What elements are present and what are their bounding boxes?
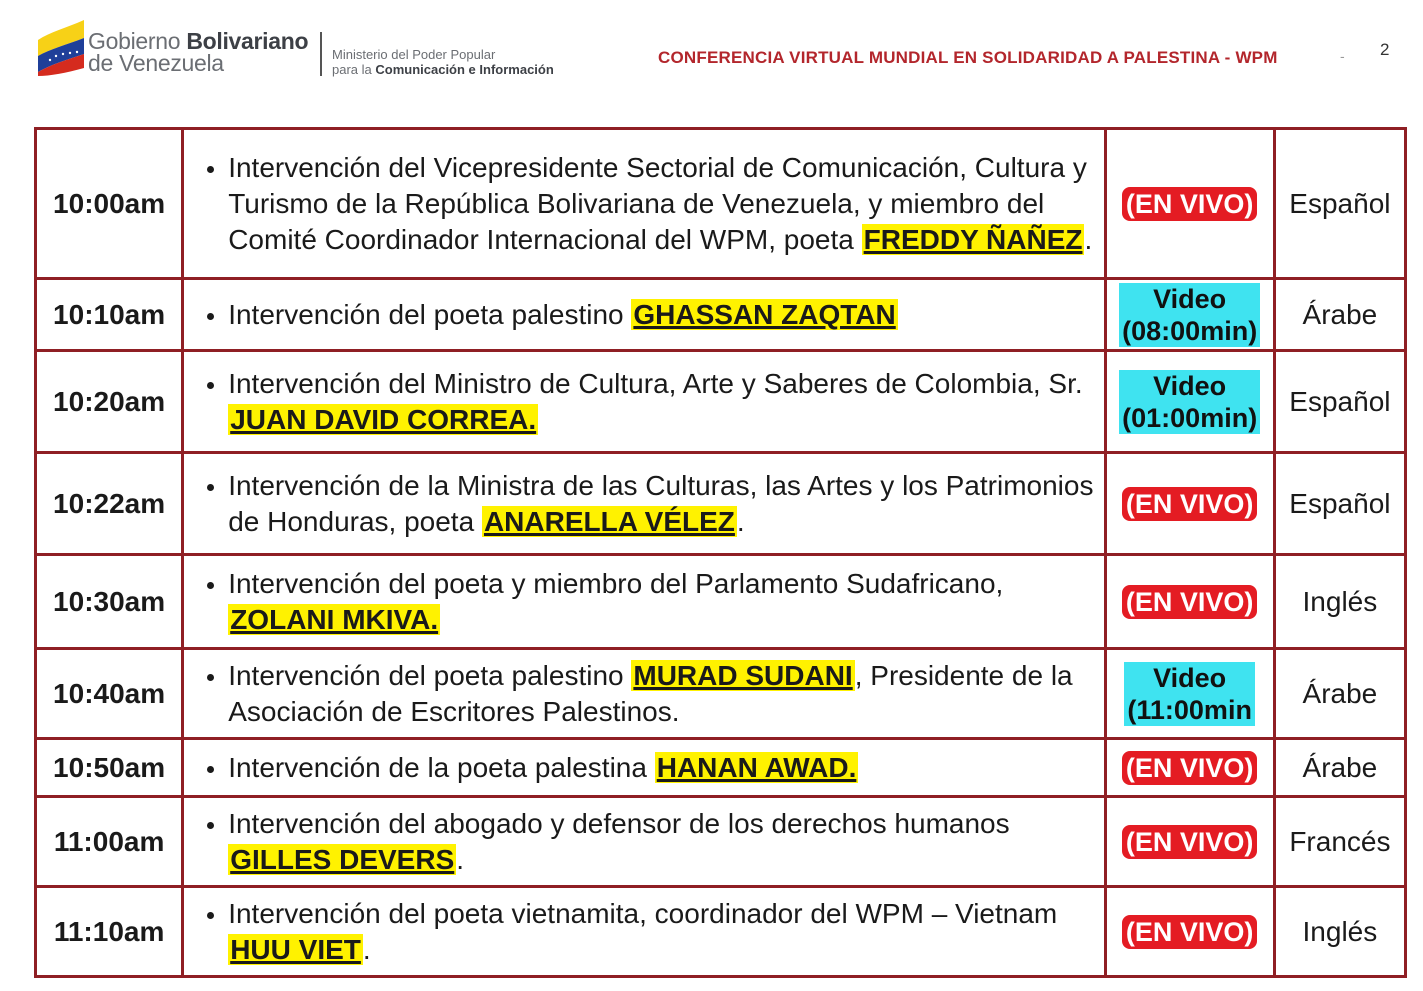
description-suffix: . — [1084, 223, 1093, 255]
description-text: Intervención del poeta vietnamita, coordinador del WPM – Vietnam — [228, 897, 1058, 929]
description-text: Intervención del poeta y miembro del Parlamento Sudafricano, — [228, 567, 1004, 599]
language-cell: Español — [1274, 129, 1405, 279]
speaker-name: GHASSAN ZAQTAN — [633, 298, 896, 330]
video-duration: (11:00min — [1127, 694, 1252, 725]
schedule-table — [34, 127, 1407, 978]
description-cell — [183, 649, 1105, 739]
description-cell — [183, 739, 1105, 797]
time-cell: 10:50am — [36, 739, 183, 797]
description-cell — [183, 351, 1105, 453]
video-badge — [1119, 370, 1260, 434]
video-duration: (01:00min) — [1122, 402, 1258, 433]
conference-title: CONFERENCIA VIRTUAL MUNDIAL EN SOLIDARIDAD A PALESTINA - WPM — [658, 48, 1278, 67]
mode-cell — [1105, 887, 1274, 977]
language-cell: Español — [1274, 453, 1405, 555]
language-cell: Árabe — [1274, 279, 1405, 351]
time-cell: 11:10am — [36, 887, 183, 977]
description-suffix: . — [362, 933, 371, 965]
description-cell — [183, 797, 1105, 887]
speaker-name: JUAN DAVID CORREA. — [230, 403, 537, 435]
schedule-row — [36, 351, 1406, 453]
video-label: Video — [1153, 662, 1227, 693]
description-text: Intervención del Ministro de Cultura, Arte y Saberes de Colombia, Sr. — [228, 367, 1083, 399]
description-cell — [183, 555, 1105, 649]
time-cell: 10:22am — [36, 453, 183, 555]
logo-divider — [320, 32, 322, 76]
schedule-row — [36, 129, 1406, 279]
speaker-name: ZOLANI MKIVA. — [230, 603, 439, 635]
description-suffix: . — [456, 843, 465, 875]
language-cell: Español — [1274, 351, 1405, 453]
mode-cell — [1105, 797, 1274, 887]
time-cell: 10:20am — [36, 351, 183, 453]
speaker-name: ANARELLA VÉLEZ — [483, 505, 735, 537]
mode-cell — [1105, 279, 1274, 351]
speaker-name: HUU VIET — [230, 933, 361, 965]
time-cell: 10:30am — [36, 555, 183, 649]
description-text: Intervención de la Ministra de las Culturas, las Artes y los Patrimonios de Honduras, poeta — [228, 469, 1094, 537]
mode-cell — [1105, 555, 1274, 649]
speaker-bullet — [228, 658, 1103, 730]
video-label: Video — [1153, 283, 1227, 314]
description-text: Intervención del poeta palestino — [228, 298, 632, 330]
government-logo-text: Gobierno Bolivariano de Venezuela — [88, 28, 309, 76]
language-cell: Inglés — [1274, 887, 1405, 977]
live-badge: (EN VIVO) — [1122, 915, 1258, 949]
language-cell: Francés — [1274, 797, 1405, 887]
language-cell: Árabe — [1274, 649, 1405, 739]
description-text: Intervención del Vicepresidente Sectorial de Comunicación, Cultura y Turismo de la República Bolivariana de Venezuela, y miembro del Comité Coordinador Internacional del WPM, poeta — [228, 151, 1087, 255]
description-suffix: . — [736, 505, 745, 537]
description-text: Intervención del poeta palestino — [228, 659, 632, 691]
speaker-name: GILLES DEVERS — [230, 843, 455, 875]
mode-cell — [1105, 129, 1274, 279]
video-label: Video — [1153, 370, 1227, 401]
live-badge: (EN VIVO) — [1122, 751, 1258, 785]
time-cell: 10:00am — [36, 129, 183, 279]
schedule-row — [36, 649, 1406, 739]
mode-cell — [1105, 739, 1274, 797]
schedule-row — [36, 739, 1406, 797]
description-cell — [183, 279, 1105, 351]
description-text: Intervención de la poeta palestina — [228, 751, 655, 783]
video-duration: (08:00min) — [1122, 315, 1258, 346]
speaker-name: FREDDY ÑAÑEZ — [863, 223, 1083, 255]
mode-cell — [1105, 351, 1274, 453]
schedule-row — [36, 555, 1406, 649]
speaker-bullet — [228, 297, 1103, 333]
speaker-bullet — [228, 150, 1103, 258]
schedule-row — [36, 797, 1406, 887]
live-badge: (EN VIVO) — [1122, 187, 1258, 221]
description-cell — [183, 453, 1105, 555]
mode-cell — [1105, 649, 1274, 739]
page-number: 2 — [1380, 40, 1390, 59]
time-cell: 10:40am — [36, 649, 183, 739]
language-cell: Inglés — [1274, 555, 1405, 649]
mode-cell — [1105, 453, 1274, 555]
time-cell: 11:00am — [36, 797, 183, 887]
speaker-bullet — [228, 750, 1103, 786]
live-badge: (EN VIVO) — [1122, 825, 1258, 859]
ministry-label: Ministerio del Poder Popular para la Comunicación e Información — [332, 47, 554, 77]
video-badge — [1124, 662, 1255, 726]
title-dash: - — [1340, 48, 1345, 64]
speaker-bullet — [228, 366, 1103, 438]
live-badge: (EN VIVO) — [1122, 487, 1258, 521]
speaker-bullet — [228, 468, 1103, 540]
description-text: Intervención del abogado y defensor de los derechos humanos — [228, 807, 1010, 839]
speaker-name: MURAD SUDANI — [633, 659, 853, 691]
video-badge — [1119, 283, 1260, 347]
schedule-row — [36, 279, 1406, 351]
speaker-name: HANAN AWAD. — [656, 751, 857, 783]
venezuela-flag-logo-icon — [36, 18, 86, 76]
description-cell — [183, 129, 1105, 279]
description-cell — [183, 887, 1105, 977]
time-cell: 10:10am — [36, 279, 183, 351]
speaker-bullet — [228, 806, 1103, 878]
description-suffix: , Presidente de la Asociación de Escritores Palestinos. — [228, 659, 1073, 727]
speaker-bullet — [228, 566, 1103, 638]
schedule-row — [36, 887, 1406, 977]
speaker-bullet — [228, 896, 1103, 968]
page-header — [0, 0, 1423, 110]
language-cell: Árabe — [1274, 739, 1405, 797]
schedule-row — [36, 453, 1406, 555]
live-badge: (EN VIVO) — [1122, 585, 1258, 619]
